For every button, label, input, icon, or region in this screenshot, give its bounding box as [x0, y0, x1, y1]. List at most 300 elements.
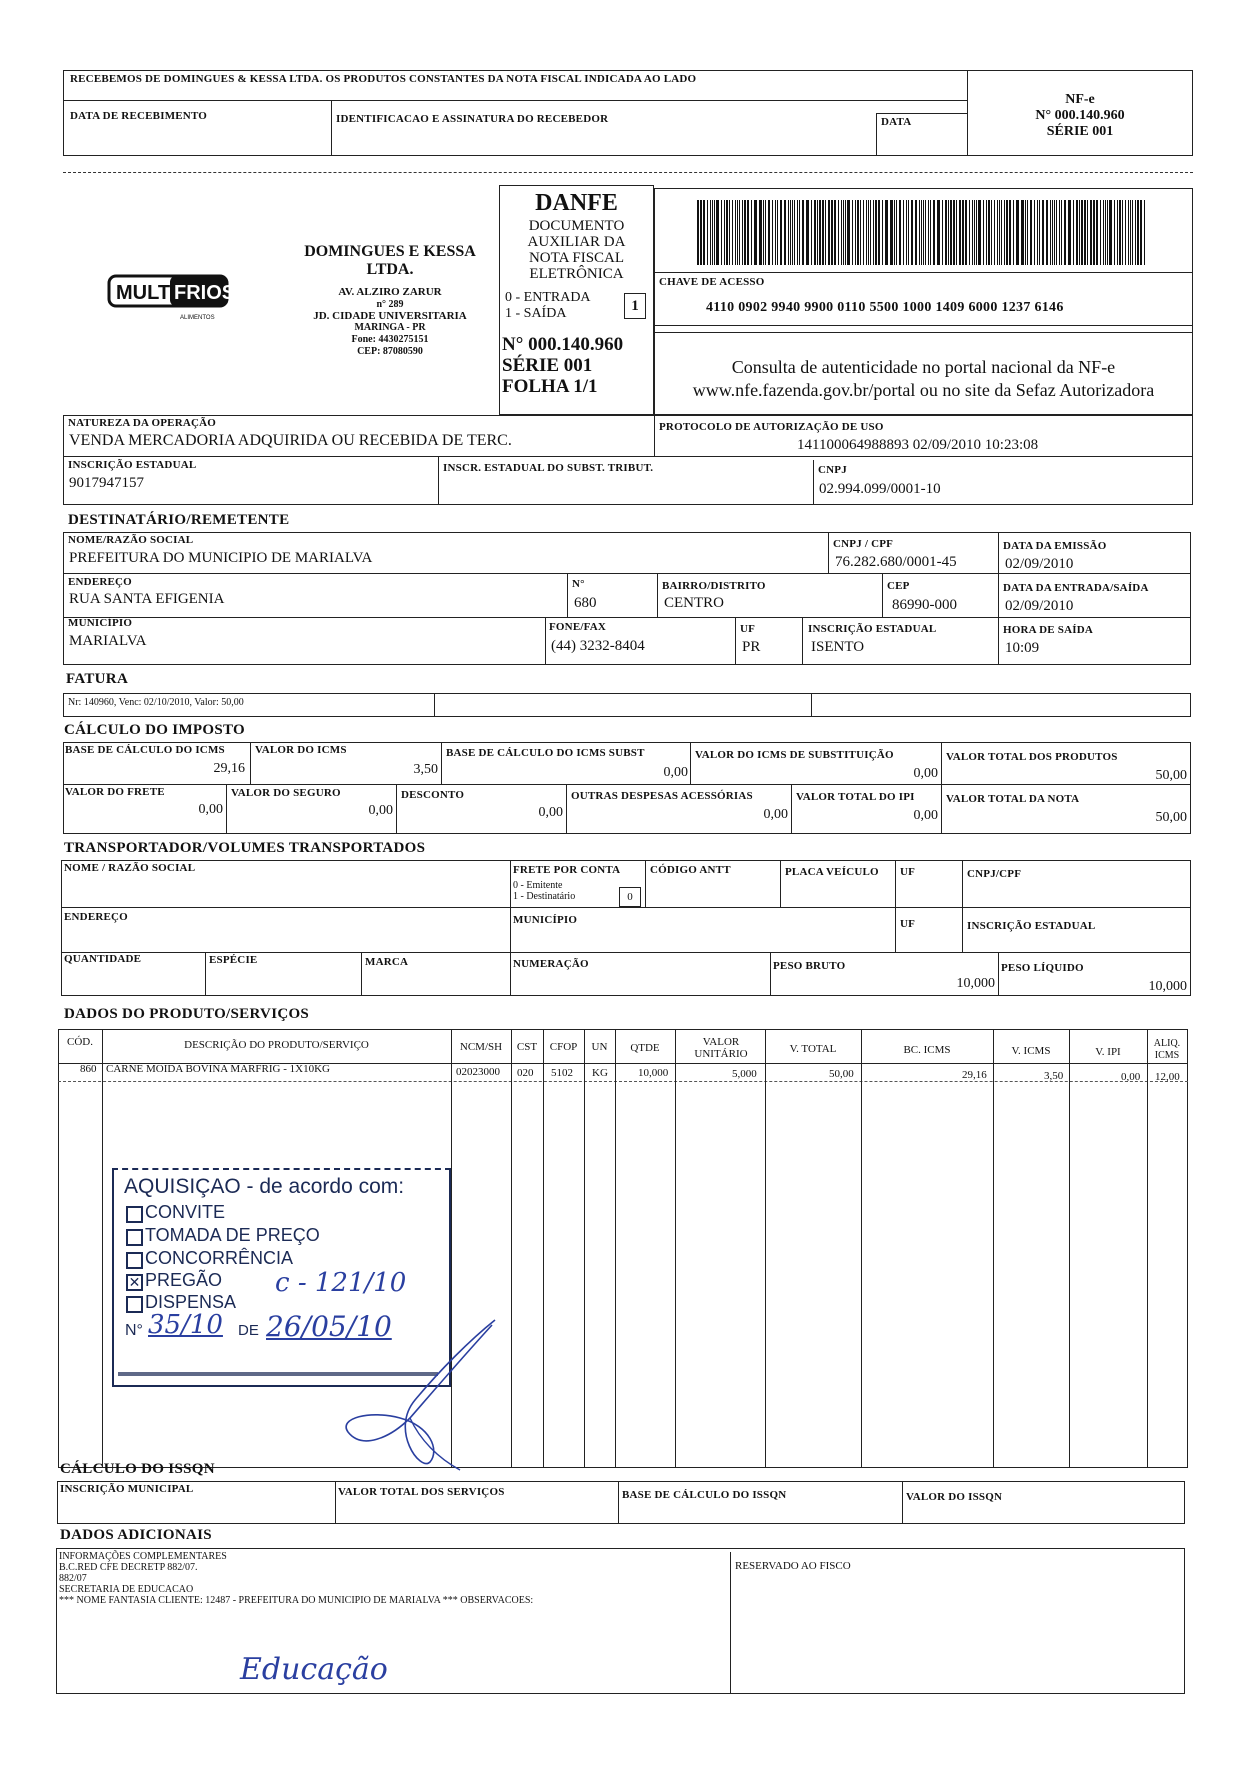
table-row-ncm: 02023000	[456, 1066, 500, 1078]
prod-col-line	[615, 1029, 616, 1468]
emitente-cnpj-label: CNPJ	[818, 464, 847, 476]
canhoto-vline-2	[331, 100, 332, 156]
barcode-bar	[847, 200, 850, 265]
dest-entrada-label: DATA DA ENTRADA/SAÍDA	[1003, 582, 1149, 594]
table-row-cod: 860	[80, 1063, 97, 1075]
barcode-bar	[735, 200, 736, 265]
transp-v7	[361, 952, 362, 996]
info-label: INFORMAÇÕES COMPLEMENTARES	[59, 1551, 227, 1562]
barcode-bar	[866, 200, 867, 265]
transp-nome-label: NOME / RAZÃO SOCIAL	[64, 862, 196, 874]
barcode-bar	[959, 200, 961, 265]
canhoto-nfe-serie: SÉRIE 001	[1046, 124, 1114, 139]
dest-fone-value: (44) 3232-8404	[551, 638, 645, 654]
dest-emissao-value: 02/09/2010	[1005, 556, 1074, 572]
v-icms-value: 3,50	[413, 762, 438, 777]
barcode-bar	[919, 200, 920, 265]
dest-endereco-value: RUA SANTA EFIGENIA	[69, 591, 225, 607]
stamp-op1: CONVITE	[145, 1202, 226, 1222]
prod-col-line	[861, 1029, 862, 1468]
emitente-nome-1: DOMINGUES E KESSA	[304, 243, 476, 260]
canhoto-nfe-label: NF-e	[1065, 92, 1095, 107]
danfe-tipo: 1	[624, 293, 646, 319]
barcode-bar	[911, 200, 913, 265]
barcode-bar	[742, 200, 743, 265]
transportador-section: TRANSPORTADOR/VOLUMES TRANSPORTADOS	[64, 840, 426, 856]
barcode-bar	[712, 200, 713, 265]
chave-label: CHAVE DE ACESSO	[659, 276, 765, 288]
issqn-valor-label: VALOR DO ISSQN	[906, 1491, 1003, 1503]
nota-label: VALOR TOTAL DA NOTA	[946, 793, 1080, 805]
barcode-bar	[1090, 200, 1092, 265]
dest-vline-7	[735, 617, 736, 665]
barcode-bar	[930, 200, 931, 265]
imp-v1	[250, 742, 251, 784]
bc-st-value: 0,00	[663, 765, 688, 780]
barcode-bar	[790, 200, 791, 265]
danfe-line-2: AUXILIAR DA	[527, 234, 626, 250]
barcode-bar	[737, 200, 738, 265]
dest-numero-label: N°	[572, 578, 585, 590]
imp-v5	[226, 784, 227, 834]
dest-cnpj-value: 76.282.680/0001-45	[835, 554, 957, 570]
table-row-vunit: 5,000	[732, 1068, 757, 1080]
barcode-bar	[1061, 200, 1062, 265]
danfe-line-4: ELETRÔNICA	[529, 266, 624, 282]
fisco-label: RESERVADO AO FISCO	[735, 1560, 851, 1572]
prod-h-ncm: NCM/SH	[459, 1041, 503, 1053]
v-icms-label: VALOR DO ICMS	[255, 744, 347, 756]
dest-bairro-label: BAIRRO/DISTRITO	[662, 580, 766, 592]
cut-line	[63, 172, 1193, 173]
barcode-bar	[814, 200, 816, 265]
dest-cep-label: CEP	[887, 580, 910, 592]
barcode-bar	[956, 200, 957, 265]
v-st-label: VALOR DO ICMS DE SUBSTITUIÇÃO	[695, 749, 894, 761]
barcode-bar	[885, 200, 888, 265]
operacao-hline	[63, 456, 1193, 457]
prod-h-vicms: V. ICMS	[1011, 1045, 1051, 1057]
prod-h-vipi: V. IPI	[1095, 1046, 1121, 1058]
issqn-im-label: INSCRIÇÃO MUNICIPAL	[60, 1483, 194, 1495]
emitente-nome-2: LTDA.	[366, 261, 414, 278]
imposto-section: CÁLCULO DO IMPOSTO	[64, 722, 245, 738]
dest-vline-2	[998, 532, 999, 665]
table-row-aliq: 12,00	[1155, 1071, 1180, 1083]
chave-value: 4110 0902 9940 9900 0110 5500 1000 1409 6000 1237 6146	[706, 300, 1064, 315]
barcode-bar	[1144, 200, 1145, 265]
dest-fone-label: FONE/FAX	[549, 621, 607, 633]
barcode-bar	[999, 200, 1000, 265]
transp-v2	[645, 860, 646, 907]
imp-v2	[441, 742, 442, 784]
barcode-bar	[1054, 200, 1055, 265]
barcode-bar	[845, 200, 846, 265]
table-row-un: KG	[592, 1067, 608, 1079]
seguro-value: 0,00	[368, 803, 393, 818]
barcode-bar	[1001, 200, 1002, 265]
issqn-section: CÁLCULO DO ISSQN	[60, 1461, 215, 1477]
barcode-bar	[1039, 200, 1040, 265]
info-line-1: B.C.RED CFE DECRETP 882/07.	[59, 1562, 198, 1573]
barcode-bar	[751, 200, 752, 265]
v-st-value: 0,00	[913, 766, 938, 781]
canhoto-divider	[63, 100, 968, 101]
barcode-bar	[754, 200, 757, 265]
imposto-hline	[63, 784, 1191, 785]
operacao-vline-1	[654, 415, 655, 456]
prod-col-line	[584, 1029, 585, 1468]
barcode-bar	[1050, 200, 1051, 265]
barcode-bar	[739, 200, 740, 265]
prod-h-desc: DESCRIÇÃO DO PRODUTO/SERVIÇO	[184, 1039, 369, 1051]
barcode-bar	[1046, 200, 1048, 265]
barcode-bar	[1100, 200, 1101, 265]
prod-col-line	[1069, 1029, 1070, 1468]
consulta-1: Consulta de autenticidade no portal nacional da NF-e	[731, 357, 1116, 377]
chave-line-1	[654, 272, 1193, 273]
barcode-bar	[878, 200, 880, 265]
emitente-endereco-1: AV. ALZIRO ZARUR	[338, 286, 442, 298]
chave-line-3	[654, 332, 1193, 333]
barcode-bar	[1021, 200, 1024, 265]
emitente-cep: CEP: 87080590	[357, 346, 423, 357]
barcode-bar	[945, 200, 947, 265]
destinatario-section: DESTINATÁRIO/REMETENTE	[68, 512, 290, 528]
adicionais-section: DADOS ADICIONAIS	[60, 1527, 212, 1543]
barcode-bar	[775, 200, 776, 265]
table-row-cst: 020	[517, 1067, 534, 1079]
issqn-v2	[618, 1481, 619, 1524]
dest-cnpj-label: CNPJ / CPF	[833, 538, 894, 550]
stamp-checkbox-2	[126, 1229, 143, 1246]
dest-municipio-label: MUNICÍPIO	[68, 617, 133, 629]
barcode-bar	[772, 200, 773, 265]
transp-peso-liq-value: 10,000	[1148, 979, 1187, 994]
barcode-bar	[747, 200, 749, 265]
transp-v5	[962, 860, 963, 952]
barcode-bar	[1087, 200, 1088, 265]
outras-label: OUTRAS DESPESAS ACESSÓRIAS	[571, 790, 753, 802]
stamp-checkbox-3	[126, 1252, 143, 1269]
barcode-bar	[972, 200, 973, 265]
barcode-bar	[1132, 200, 1133, 265]
bc-icms-label: BASE DE CÁLCULO DO ICMS	[65, 744, 225, 756]
barcode-bar	[811, 200, 812, 265]
fatura-vline-1	[434, 693, 435, 717]
barcode-bar	[1135, 200, 1136, 265]
barcode-bar	[908, 200, 909, 265]
prod-h-cfop: CFOP	[549, 1041, 578, 1053]
barcode-bar	[1009, 200, 1011, 265]
barcode-bar	[852, 200, 853, 265]
transp-peso-bruto-value: 10,000	[956, 976, 995, 991]
barcode-bar	[724, 200, 725, 265]
dest-vline-6	[545, 617, 546, 665]
barcode-bar	[928, 200, 929, 265]
transp-hline-2	[61, 952, 1191, 953]
barcode-bar	[925, 200, 926, 265]
stamp-numero-prefix: N°	[125, 1322, 143, 1339]
barcode-bar	[1117, 200, 1118, 265]
barcode	[697, 200, 1147, 265]
barcode-bar	[899, 200, 901, 265]
barcode-bar	[788, 200, 789, 265]
transp-endereco-label: ENDEREÇO	[64, 911, 128, 923]
identificacao-label: IDENTIFICACAO E ASSINATURA DO RECEBEDOR	[336, 113, 609, 125]
operacao-vline-3	[813, 460, 814, 505]
barcode-bar	[1025, 200, 1026, 265]
barcode-bar	[1081, 200, 1083, 265]
signature	[320, 1300, 540, 1475]
barcode-bar	[1059, 200, 1060, 265]
prod-col-line	[1147, 1029, 1148, 1468]
barcode-bar	[707, 200, 708, 265]
barcode-bar	[1128, 200, 1129, 265]
bc-icms-value: 29,16	[213, 761, 245, 776]
stamp-checkbox-4-checked: ✕	[126, 1274, 143, 1291]
transp-frete-op1: 0 - Emitente	[513, 880, 563, 891]
dest-vline-8	[802, 617, 803, 665]
operacao-box	[63, 415, 1193, 505]
barcode-bar	[976, 200, 977, 265]
barcode-bar	[726, 200, 728, 265]
desconto-value: 0,00	[538, 805, 563, 820]
barcode-bar	[1084, 200, 1086, 265]
barcode-bar	[1068, 200, 1071, 265]
barcode-bar	[828, 200, 830, 265]
barcode-bar	[838, 200, 839, 265]
barcode-bar	[1122, 200, 1123, 265]
barcode-bar	[994, 200, 995, 265]
barcode-bar	[1016, 200, 1019, 265]
barcode-bar	[933, 200, 935, 265]
emitente-fone: Fone: 4430275151	[351, 334, 429, 345]
prod-col-line	[543, 1029, 544, 1468]
stamp-numero: 35/10	[148, 1310, 223, 1340]
dest-vline-5	[882, 573, 883, 617]
barcode-bar	[841, 200, 842, 265]
barcode-bar	[794, 200, 795, 265]
stamp-title: AQUISIÇAO - de acordo com:	[124, 1175, 405, 1198]
barcode-bar	[997, 200, 998, 265]
barcode-bar	[978, 200, 981, 265]
barcode-bar	[857, 200, 859, 265]
barcode-bar	[1140, 200, 1142, 265]
barcode-bar	[942, 200, 943, 265]
svg-text:FRIOS: FRIOS	[174, 282, 236, 304]
transp-v1	[510, 860, 511, 996]
transp-numeracao-label: NUMERAÇÃO	[513, 958, 589, 970]
stamp-op4: PREGÃO	[145, 1270, 223, 1290]
imp-v3	[690, 742, 691, 784]
barcode-bar	[799, 200, 800, 265]
info-line-4: *** NOME FANTASIA CLIENTE: 12487 - PREFEITURA DO MUNICIPIO DE MARIALVA *** OBSERVACOES:	[59, 1595, 534, 1606]
logo-sub: ALIMENTOS	[180, 315, 215, 321]
barcode-bar	[896, 200, 897, 265]
info-line-3: SECRETARIA DE EDUCACAO	[59, 1584, 194, 1595]
barcode-bar	[1096, 200, 1098, 265]
prod-col-line	[675, 1029, 676, 1468]
barcode-bar	[923, 200, 924, 265]
barcode-bar	[991, 200, 992, 265]
danfe-folha: FOLHA 1/1	[502, 376, 598, 397]
transp-ie-label: INSCRIÇÃO ESTADUAL	[967, 920, 1096, 932]
natureza-value: VENDA MERCADORIA ADQUIRIDA OU RECEBIDA DE TERC.	[69, 432, 512, 449]
v-prod-label: VALOR TOTAL DOS PRODUTOS	[946, 751, 1118, 763]
barcode-bar	[729, 200, 730, 265]
barcode-bar	[780, 200, 782, 265]
transp-placa-label: PLACA VEÍCULO	[785, 866, 879, 878]
barcode-bar	[890, 200, 893, 265]
barcode-bar	[732, 200, 733, 265]
barcode-bar	[1114, 200, 1115, 265]
ipi-label: VALOR TOTAL DO IPI	[796, 791, 915, 803]
canhoto-text: RECEBEMOS DE DOMINGUES & KESSA LTDA. OS PRODUTOS CONSTANTES DA NOTA FISCAL INDICADA AO LADO	[70, 73, 697, 85]
transp-antt-label: CÓDIGO ANTT	[650, 864, 731, 876]
imp-v7	[566, 784, 567, 834]
barcode-bar	[906, 200, 907, 265]
barcode-bar	[1052, 200, 1053, 265]
barcode-bar	[988, 200, 990, 265]
barcode-bar	[822, 200, 824, 265]
barcode-bar	[1093, 200, 1095, 265]
table-row-vipi: 0,00	[1121, 1071, 1141, 1083]
prod-row-line	[58, 1081, 1188, 1082]
issqn-bc-label: BASE DE CÁLCULO DO ISSQN	[622, 1489, 787, 1501]
barcode-bar	[974, 200, 975, 265]
dest-vline-3	[567, 573, 568, 617]
canhoto-data-label: DATA	[881, 116, 912, 128]
emitente-cnpj-value: 02.994.099/0001-10	[819, 481, 941, 497]
prod-col-line	[765, 1029, 766, 1468]
barcode-bar	[1030, 200, 1032, 265]
barcode-bar	[868, 200, 869, 265]
prod-h-cst: CST	[516, 1041, 538, 1053]
issqn-v3	[902, 1481, 903, 1524]
barcode-bar	[700, 200, 702, 265]
barcode-bar	[1105, 200, 1106, 265]
danfe-line-3: NOTA FISCAL	[528, 250, 625, 266]
barcode-bar	[817, 200, 818, 265]
barcode-bar	[825, 200, 826, 265]
ie-st-label: INSCR. ESTADUAL DO SUBST. TRIBUT.	[443, 462, 654, 474]
barcode-bar	[962, 200, 964, 265]
desconto-label: DESCONTO	[401, 789, 465, 801]
barcode-bar	[1103, 200, 1104, 265]
dest-numero-value: 680	[574, 595, 597, 611]
dest-bairro-value: CENTRO	[664, 595, 724, 611]
barcode-bar	[873, 200, 874, 265]
table-row-cfop: 5102	[551, 1067, 573, 1079]
outras-value: 0,00	[763, 807, 788, 822]
stamp-op2: TOMADA DE PREÇO	[145, 1225, 320, 1245]
transp-v4	[895, 860, 896, 952]
transp-v6	[205, 952, 206, 996]
canhoto-vline-3	[876, 113, 877, 156]
barcode-bar	[953, 200, 955, 265]
barcode-bar	[921, 200, 922, 265]
frete-label: VALOR DO FRETE	[65, 786, 165, 798]
nota-value: 50,00	[1155, 810, 1187, 825]
prod-h-qtde: QTDE	[630, 1042, 660, 1054]
barcode-bar	[860, 200, 861, 265]
dest-uf-label: UF	[740, 623, 756, 635]
table-row-vicms: 3,50	[1044, 1070, 1064, 1082]
dest-endereco-label: ENDEREÇO	[68, 576, 132, 588]
barcode-bar	[802, 200, 804, 265]
barcode-bar	[948, 200, 949, 265]
barcode-bar	[1076, 200, 1078, 265]
seguro-label: VALOR DO SEGURO	[231, 787, 341, 799]
stamp-checkbox-5	[126, 1296, 143, 1313]
barcode-bar	[969, 200, 970, 265]
barcode-bar	[1042, 200, 1044, 265]
barcode-bar	[716, 200, 719, 265]
transp-hline-1	[61, 907, 1191, 908]
danfe-serie: SÉRIE 001	[502, 355, 593, 376]
barcode-bar	[831, 200, 833, 265]
barcode-bar	[1006, 200, 1008, 265]
transp-municipio-label: MUNICÍPIO	[513, 914, 578, 926]
dest-cep-value: 86990-000	[892, 597, 957, 613]
danfe-saida: 1 - SAÍDA	[505, 306, 567, 321]
svg-text:MULTI: MULTI	[116, 282, 176, 304]
barcode-bar	[721, 200, 722, 265]
canhoto-nfe-numero: N° 000.140.960	[1035, 108, 1125, 123]
barcode-bar	[1064, 200, 1066, 265]
barcode-bar	[744, 200, 746, 265]
barcode-bar	[697, 200, 699, 265]
transp-v9	[998, 952, 999, 996]
barcode-bar	[983, 200, 984, 265]
frete-value: 0,00	[198, 802, 223, 817]
operacao-vline-2	[438, 456, 439, 505]
prod-h-un: UN	[591, 1041, 608, 1053]
chave-line-2	[654, 325, 1193, 326]
barcode-bar	[1037, 200, 1038, 265]
imp-v4	[941, 742, 942, 834]
barcode-bar	[1079, 200, 1080, 265]
ie-label: INSCRIÇÃO ESTADUAL	[68, 459, 197, 471]
barcode-bar	[1004, 200, 1005, 265]
barcode-bar	[834, 200, 836, 265]
dest-vline-4	[657, 573, 658, 617]
barcode-bar	[797, 200, 798, 265]
dest-ie-value: ISENTO	[811, 639, 865, 655]
emitente-endereco-3: JD. CIDADE UNIVERSITARIA	[313, 310, 467, 322]
transp-marca-label: MARCA	[365, 956, 409, 968]
emitente-endereco-2: n° 289	[376, 299, 404, 310]
barcode-bar	[1130, 200, 1131, 265]
dest-municipio-value: MARIALVA	[69, 633, 147, 649]
prod-h-vtotal: V. TOTAL	[789, 1043, 837, 1055]
transp-cnpj-label: CNPJ/CPF	[967, 868, 1022, 880]
barcode-bar	[1034, 200, 1035, 265]
table-row-bcicms: 29,16	[962, 1069, 987, 1081]
transp-frete-op2: 1 - Destinatário	[513, 891, 576, 902]
stamp-op5: DISPENSA	[145, 1292, 237, 1312]
dest-hora-value: 10:09	[1005, 640, 1040, 656]
emitente-endereco-4: MARINGA - PR	[354, 322, 426, 333]
fatura-vline-2	[811, 693, 812, 717]
transp-peso-liq-label: PESO LÍQUIDO	[1001, 962, 1084, 974]
transp-uf-label: UF	[900, 866, 916, 878]
barcode-bar	[1125, 200, 1126, 265]
barcode-bar	[875, 200, 877, 265]
data-recebimento-label: DATA DE RECEBIMENTO	[70, 110, 208, 122]
ie-value: 9017947157	[69, 475, 144, 491]
